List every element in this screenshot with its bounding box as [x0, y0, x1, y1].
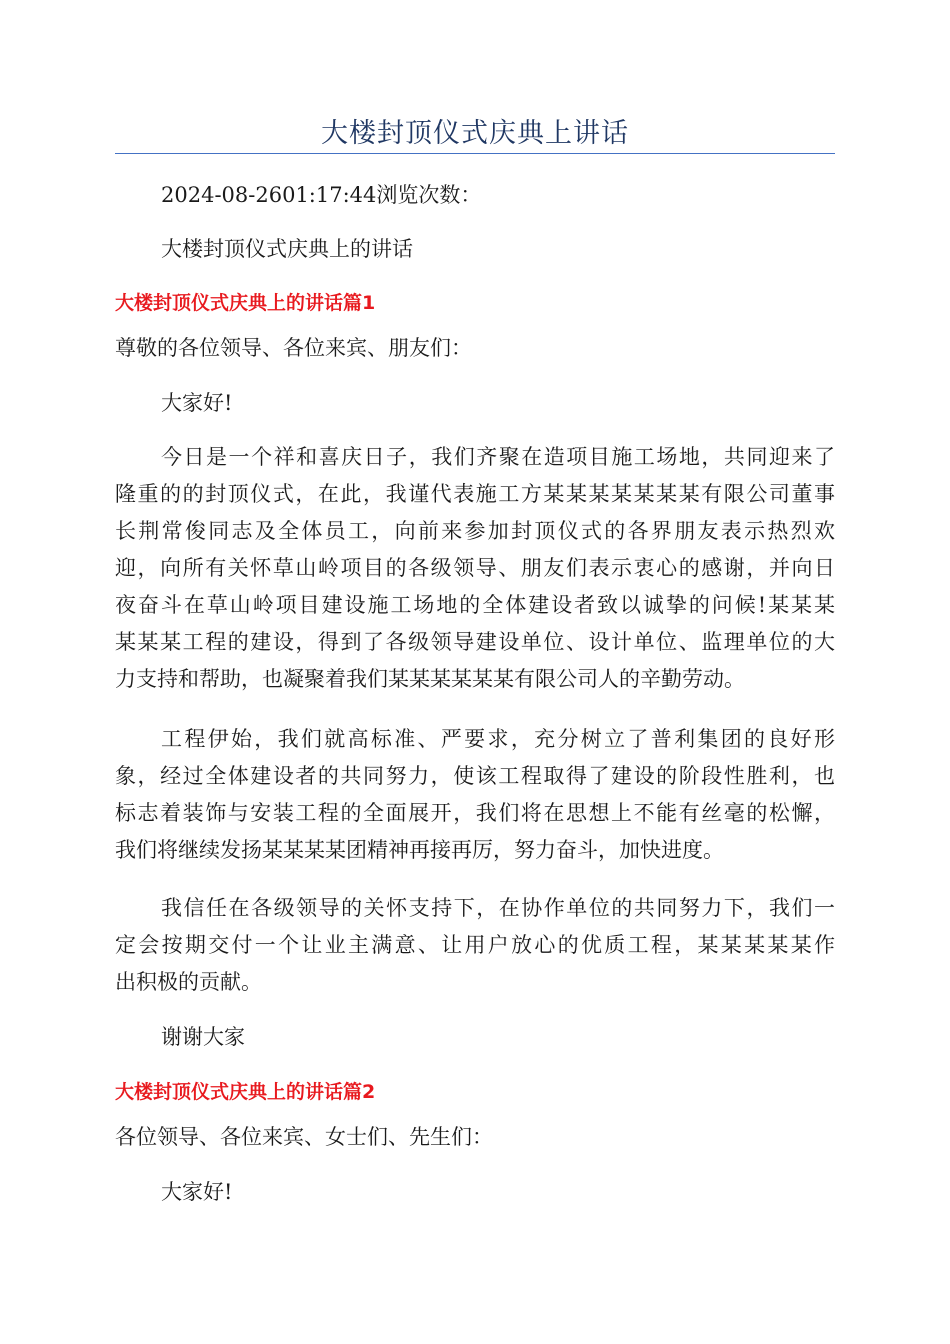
paragraph-line: 长荆常俊同志及全体员工，向前来参加封顶仪式的各界朋友表示热烈欢	[115, 519, 835, 543]
paragraph-line: 夜奋斗在草山岭项目建设施工场地的全体建设者致以诚挚的问候!某某某	[115, 593, 835, 617]
greeting-2: 大家好!	[161, 1180, 233, 1204]
section-heading-1: 大楼封顶仪式庆典上的讲话篇1	[115, 292, 376, 314]
paragraph-line: 工程伊始，我们就高标准、严要求，充分树立了普利集团的良好形	[161, 727, 835, 751]
paragraph-line: 隆重的的封顶仪式，在此，我谨代表施工方某某某某某某某有限公司董事	[115, 482, 835, 506]
paragraph-line: 象，经过全体建设者的共同努力，使该工程取得了建设的阶段性胜利，也	[115, 764, 835, 788]
paragraph-line: 某某某工程的建设，得到了各级领导建设单位、设计单位、监理单位的大	[115, 630, 835, 654]
document-subtitle: 大楼封顶仪式庆典上的讲话	[161, 237, 413, 261]
meta-line: 2024-08-2601:17:44浏览次数：	[161, 183, 482, 207]
document-title: 大楼封顶仪式庆典上讲话	[321, 118, 629, 149]
paragraph-line: 我们将继续发扬某某某某团精神再接再厉，努力奋斗，加快进度。	[115, 838, 724, 862]
paragraph-line: 今日是一个祥和喜庆日子，我们齐聚在造项目施工场地，共同迎来了	[161, 445, 835, 469]
paragraph-line: 我信任在各级领导的关怀支持下，在协作单位的共同努力下，我们一	[161, 896, 835, 920]
greeting-1: 大家好!	[161, 391, 233, 415]
paragraph-line: 定会按期交付一个让业主满意、让用户放心的优质工程，某某某某某作	[115, 933, 835, 957]
salutation-2: 各位领导、各位来宾、女士们、先生们：	[115, 1125, 493, 1149]
paragraph-line: 标志着装饰与安装工程的全面展开，我们将在思想上不能有丝毫的松懈，	[115, 801, 835, 825]
closing-line: 谢谢大家	[161, 1025, 245, 1049]
paragraph-line: 出积极的贡献。	[115, 970, 262, 994]
paragraph-line: 迎，向所有关怀草山岭项目的各级领导、朋友们表示衷心的感谢，并向日	[115, 556, 835, 580]
salutation-1: 尊敬的各位领导、各位来宾、朋友们：	[115, 336, 472, 360]
paragraph-line: 力支持和帮助，也凝聚着我们某某某某某某有限公司人的辛勤劳动。	[115, 667, 745, 691]
section-heading-2: 大楼封顶仪式庆典上的讲话篇2	[115, 1081, 376, 1103]
title-underline	[115, 153, 835, 154]
